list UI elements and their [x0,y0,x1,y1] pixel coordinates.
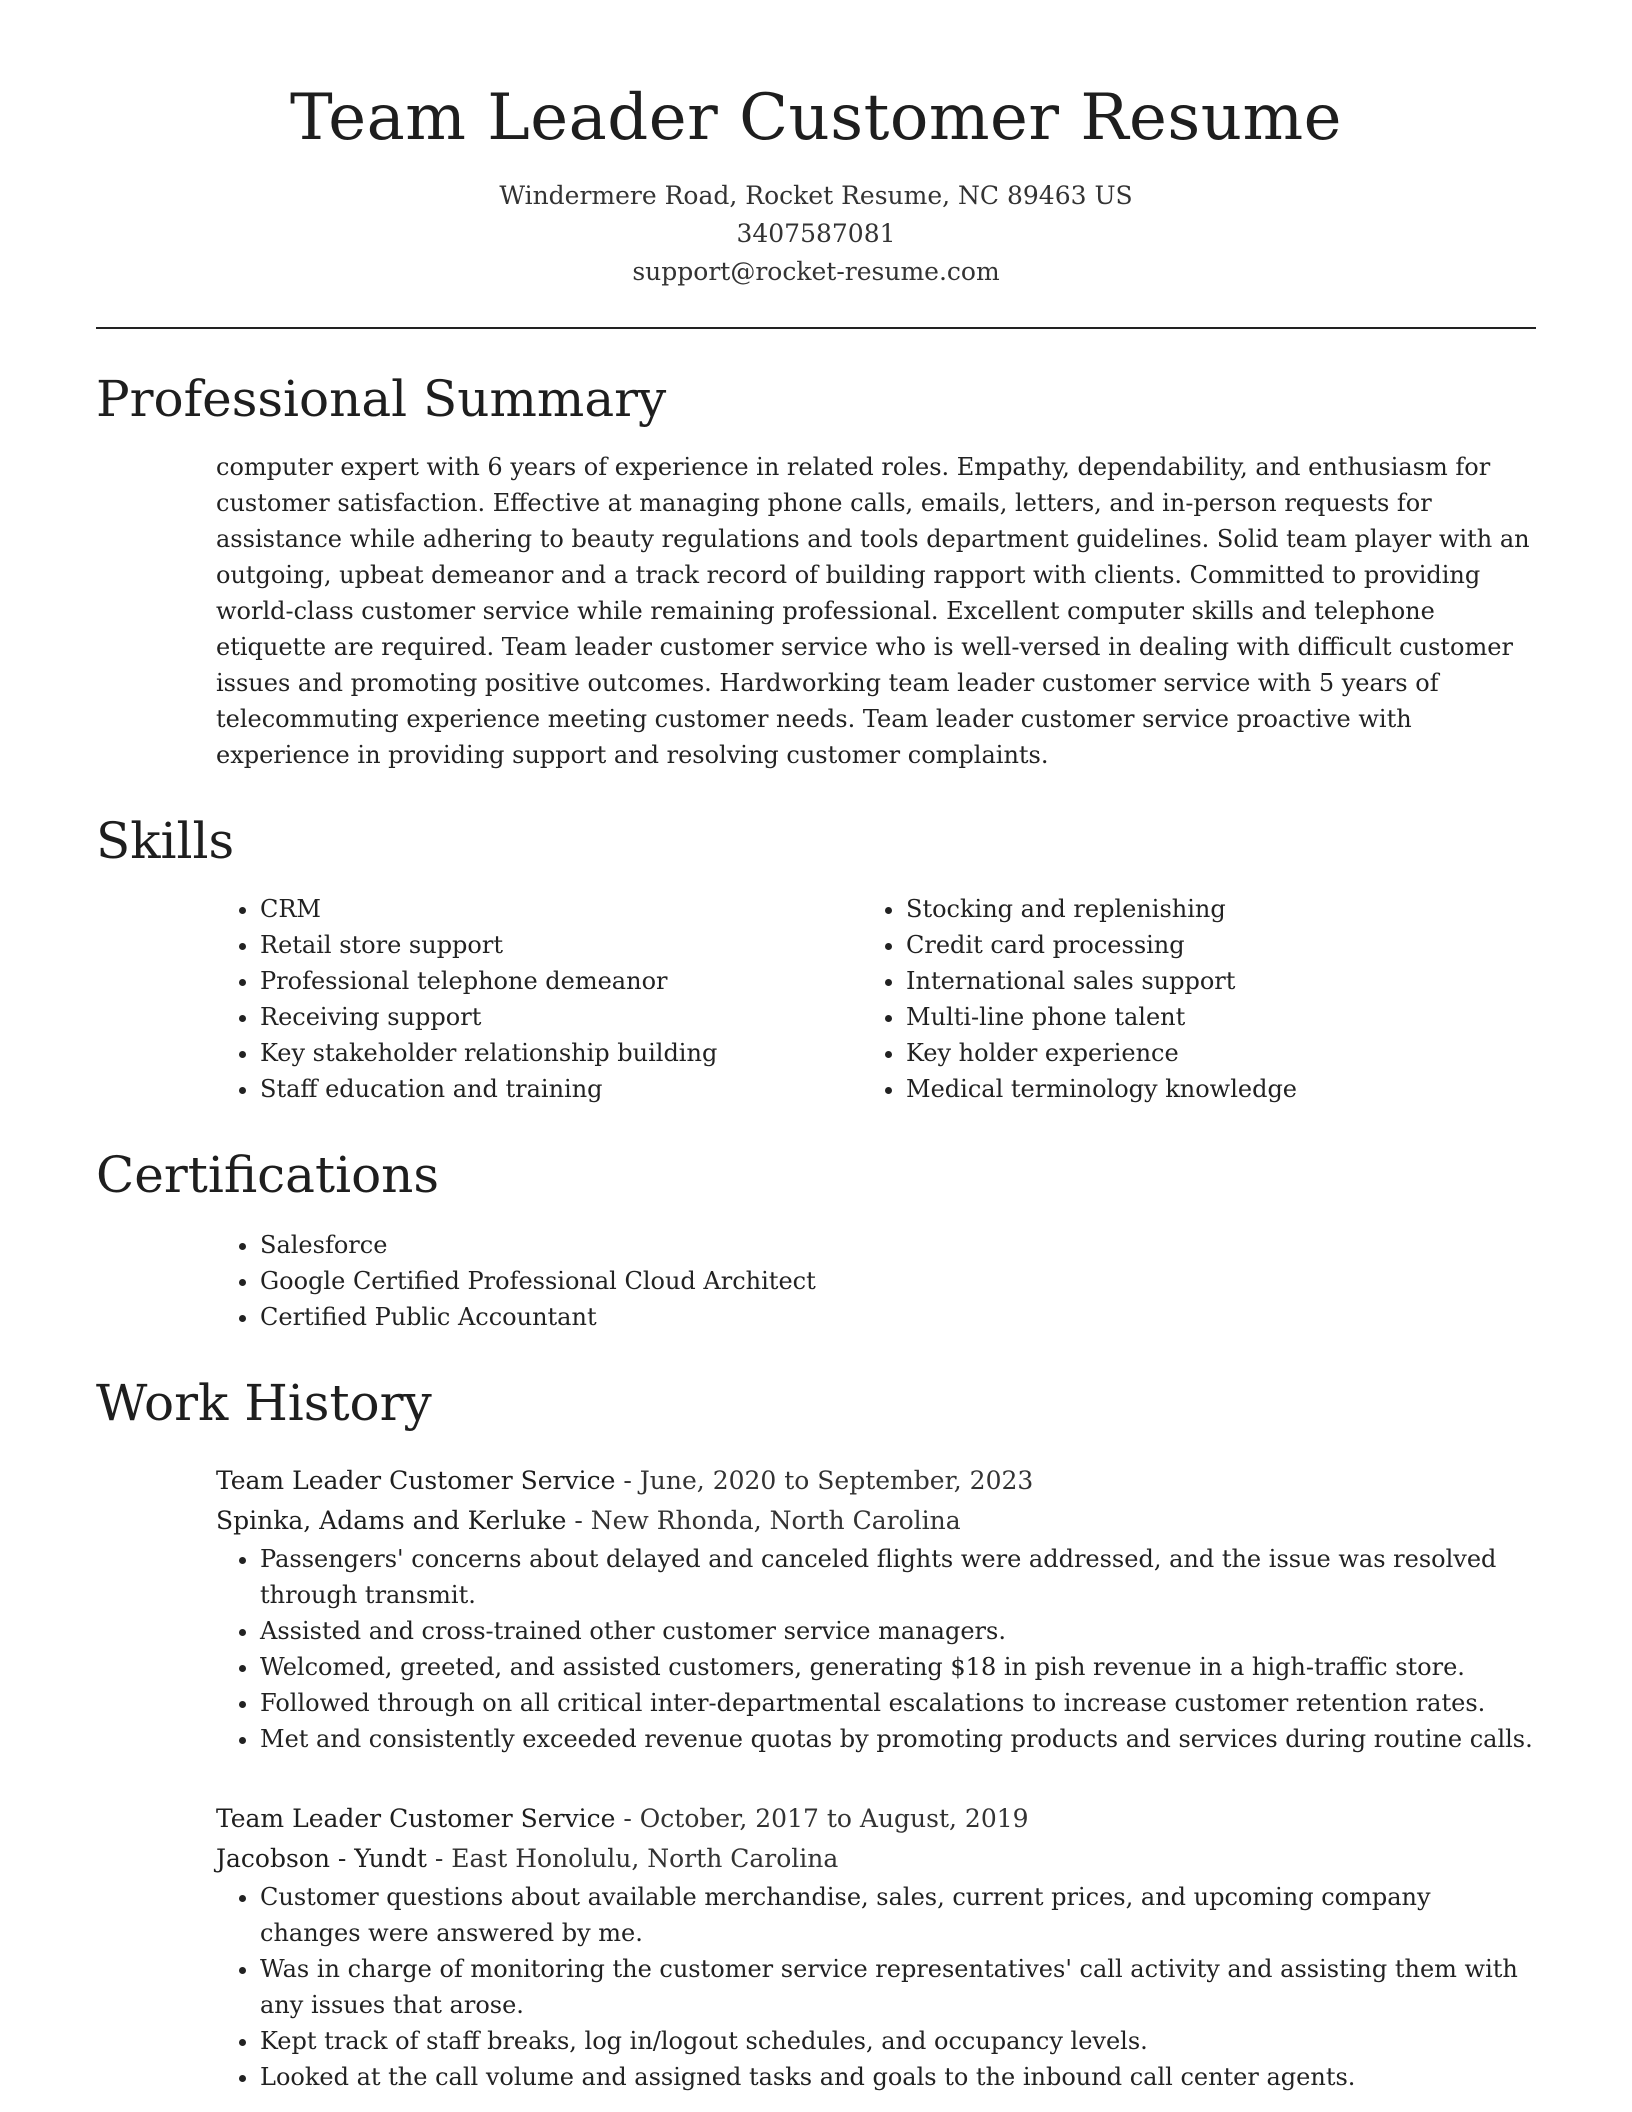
skill-item: • Medical terminology knowledge [906,1071,1536,1107]
certifications-section [96,1145,1536,1335]
job-duty: • Followed through on all critical inter-departmental escalations to increase customer retention rates. [260,1685,1536,1721]
section-title-summary: Professional Summary [96,369,667,428]
job-duty: • Customer questions about available merchandise, sales, current prices, and upcoming company changes were answered by me. [260,1879,1536,1951]
work-history-section [96,1373,1536,2095]
job-duty: • Was in charge of monitoring the customer service representatives' call activity and assisting them with any issues that arose. [260,1951,1536,2023]
job-dates: - June, 2020 to September, 2023 [615,1465,1034,1495]
certification-item: • Google Certified Professional Cloud Architect [260,1263,1536,1299]
job-location: - New Rhonda, North Carolina [566,1505,961,1535]
job-location: - East Honolulu, North Carolina [426,1843,839,1873]
job-entry [216,1799,1536,2095]
job-duties [216,1879,1536,2095]
skill-item: • Professional telephone demeanor [260,963,862,999]
job-employer [216,1839,1536,1879]
skills-column-left [216,891,862,1107]
job-employer [216,1501,1536,1541]
job-heading [216,1799,1536,1839]
skill-item: • International sales support [906,963,1536,999]
job-duty: • Passengers' concerns about delayed and canceled flights were addressed, and the issue was resolved through transmit. [260,1541,1536,1613]
job-duty: • Assisted and cross-trained other customer service managers. [260,1613,1536,1649]
job-heading [216,1461,1536,1501]
skill-item: • Staff education and training [260,1071,862,1107]
address: Windermere Road, Rocket Resume, NC 89463 US [499,180,1133,210]
header-divider [96,327,1536,329]
certification-item: • Certified Public Accountant [260,1299,1536,1335]
job-company: Spinka, Adams and Kerluke [216,1505,567,1535]
section-title-work-history: Work History [96,1373,432,1432]
job-company: Jacobson - Yundt [216,1843,427,1873]
job-entry [216,1461,1536,1757]
email: support@rocket-resume.com [632,256,1000,286]
skill-item: • Key stakeholder relationship building [260,1035,862,1071]
skill-item: • Key holder experience [906,1035,1536,1071]
skills-section [96,811,1536,1107]
job-duties [216,1541,1536,1757]
certification-item: • Salesforce [260,1227,1536,1263]
resume-title: Team Leader Customer Resume [289,81,1343,155]
job-duty: • Kept track of staff breaks, log in/logout schedules, and occupancy levels. [260,2023,1536,2059]
skills-list [216,891,1536,1107]
job-dates: - October, 2017 to August, 2019 [615,1803,1029,1833]
skill-item: • Receiving support [260,999,862,1035]
skill-item: • Credit card processing [906,927,1536,963]
skills-column-right [862,891,1536,1107]
job-title: Team Leader Customer Service [216,1803,616,1833]
skill-item: • Multi-line phone talent [906,999,1536,1035]
job-title: Team Leader Customer Service [216,1465,616,1495]
skill-item: • Retail store support [260,927,862,963]
section-title-certifications: Certifications [96,1145,440,1204]
certifications-list [216,1227,1536,1335]
phone: 3407587081 [736,218,896,248]
job-duty: • Looked at the call volume and assigned tasks and goals to the inbound call center agents. [260,2059,1536,2095]
job-duty: • Met and consistently exceeded revenue quotas by promoting products and services during routine calls. [260,1721,1536,1757]
resume-header [96,80,1536,291]
job-duty: • Welcomed, greeted, and assisted customers, generating $18 in pish revenue in a high-traffic store. [260,1649,1536,1685]
skill-item: • CRM [260,891,862,927]
skill-item: • Stocking and replenishing [906,891,1536,927]
contact-info [96,177,1536,291]
summary-section [96,369,1536,773]
section-title-skills: Skills [96,811,235,870]
summary-text: computer expert with 6 years of experience in related roles. Empathy, dependability, and enthusiasm for customer satisfaction. Effective at managing phone calls, emails, letters, and in-person requests for assistance while adhering to beauty regulations and tools department guidelines. Solid team player with an outgoing, upbeat demeanor and a track record of building rapport with clients. Committed to providing world-class customer service while remaining professional. Excellent computer skills and telephone etiquette are required. Team leader customer service who is well-versed in dealing with difficult customer issues and promoting positive outcomes. Hardworking team leader customer service with 5 years of telecommuting experience meeting customer needs. Team leader customer service proactive with experience in providing support and resolving customer complaints. [216,452,1530,769]
